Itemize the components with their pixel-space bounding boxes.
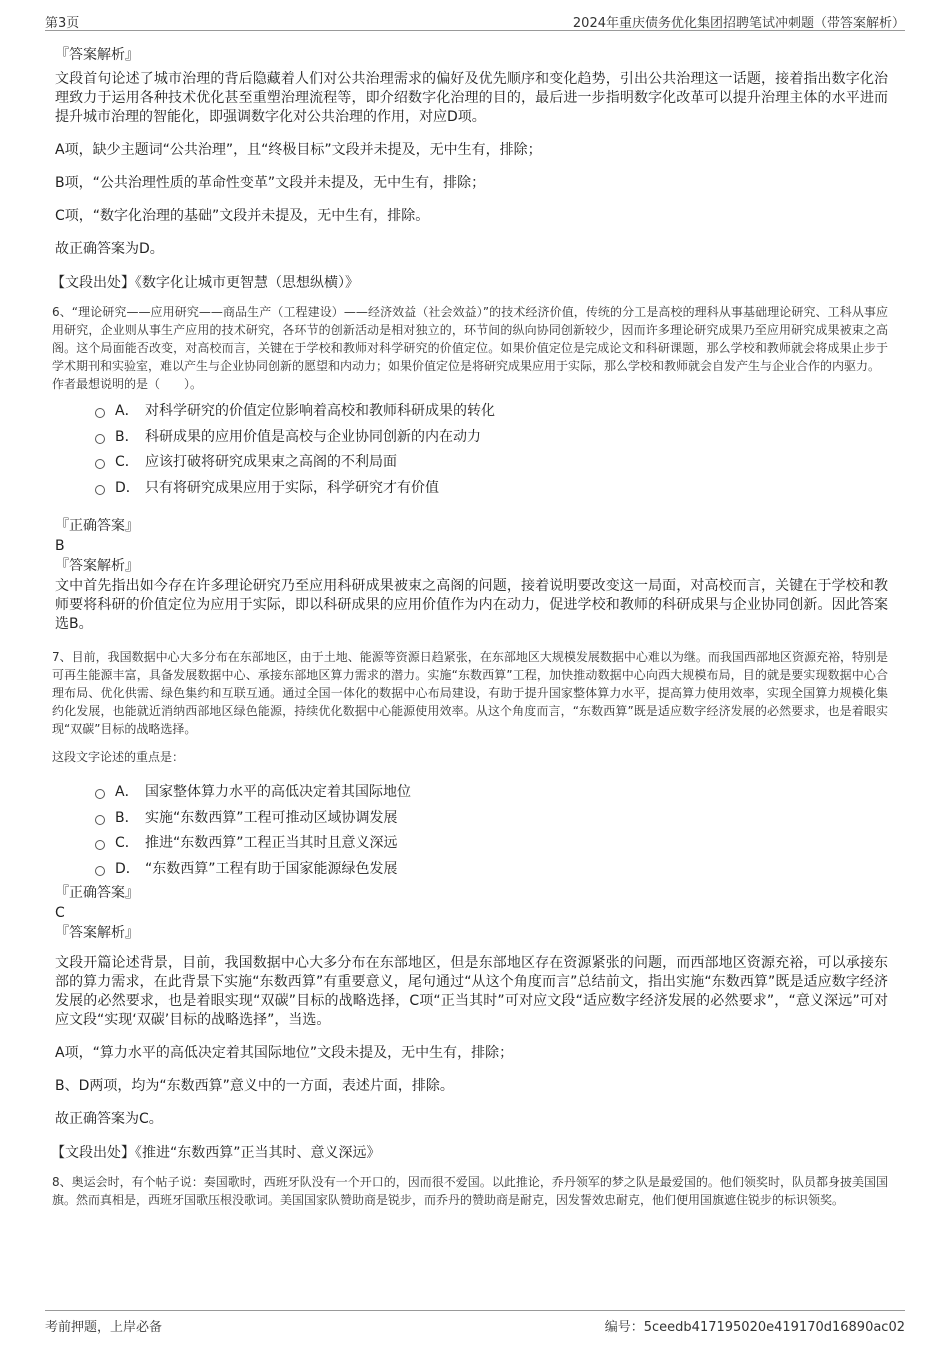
q6-option-d[interactable] [95,476,888,502]
option-letter: C． [115,454,139,470]
q7-option-c[interactable] [95,831,888,857]
q5-option-c-note: C项，“数字化治理的基础”文段并未提及，无中生有，排除。 [55,208,430,224]
q5-source: 【文段出处】《数字化让城市更智慧（思想纵横）》 [51,275,359,291]
q7-answer-label: 『正确答案』 [55,885,139,901]
q6-text: 6、“理论研究——应用研究——商品生产（工程建设）——经济效益（社会效益）”的技术经济价值，传统的分工是高校的理科从事基础理论研究、工科从事应用研究，企业则从事生产应用的技术研究，各环节的创新活动是相对独立的，环节间的纵向协同创新较少，因而许多理论研究成果乃至应用研究成果被束之高阁。这个局面能否改变，对高校而言，关键在于学校和教师对科学研究的价值定位。如果价值定位是完成论文和科研课题，那么学校和教师就会将成果止步于学术期刊和实验室，难以产生与企业协同创新的愿望和内动力；如果价值定位是将研究成果应用于实际，那么学校和教师就会自发产生与企业合作的内驱力。 [52,305,888,373]
q7-option-a-note: A项，“算力水平的高低决定着其国际地位”文段未提及，无中生有，排除； [55,1045,514,1061]
q7-conclusion: 故正确答案为C。 [55,1111,163,1127]
radio-icon[interactable] [95,485,105,495]
option-letter: B． [115,428,139,445]
option-text: 国家整体算力水平的高低决定着其国际地位 [145,784,411,800]
q6-prompt: 作者最想说明的是（ ）。 [52,377,203,391]
q6-answer: B [55,538,65,554]
option-letter: A． [115,784,139,800]
q7-analysis-label: 『答案解析』 [55,925,139,941]
q5-analysis-label: 『答案解析』 [55,47,139,63]
footer-slogan: 考前押题，上岸必备 [45,1320,163,1335]
radio-icon[interactable] [95,459,105,469]
option-text: 推进“东数西算”工程正当其时且意义深远 [145,835,398,851]
page-number: 第3页 [45,16,80,31]
radio-icon[interactable] [95,789,105,799]
option-letter: D． [115,860,140,877]
q6-analysis-label: 『答案解析』 [55,558,139,574]
q7-option-bd-note: B、D两项，均为“东数西算”意义中的一方面，表述片面，排除。 [55,1078,454,1094]
q7-option-b[interactable] [95,806,888,832]
q7-analysis: 文段开篇论述背景，目前，我国数据中心大多分布在东部地区，但是东部地区存在资源紧张的问题，而西部地区资源充裕，可以承接东部的算力需求，在此背景下实施“东数西算”有重要意义，尾句通过“从这个角度而言”总结前文，指出实施“东数西算”既是适应数字经济发展的必然要求，也是着眼实现“双碳”目标的战略选择，C项“正当其时”可对应文段“适应数字经济发展的必然要求”，“意义深远”可对应文段“实现‘双碳’目标的战略选择”，当选。 [55,955,888,1028]
option-letter: D． [115,479,140,496]
option-letter: B． [115,809,139,826]
option-text: 实施“东数西算”工程可推动区域协调发展 [145,809,398,826]
q6-analysis: 文中首先指出如今存在许多理论研究乃至应用科研成果被束之高阁的问题，接着说明要改变这一局面，对高校而言，关键在于学校和教师要将科研的价值定位为应用于实际，即以科研成果的应用价值作为内在动力，促进学校和教师的科研成果与企业协同创新。因此答案选B。 [55,578,888,632]
q8-text: 8、奥运会时，有个帖子说：奏国歌时，西班牙队没有一个开口的，因而很不爱国。以此推论，乔丹领军的梦之队是最爱国的。他们领奖时，队员都身披美国国旗。然而真相是，西班牙国歌压根没歌词。美国国家队赞助商是锐步，而乔丹的赞助商是耐克，因发誓效忠耐克，他们便用国旗遮住锐步的标识领奖。 [52,1175,888,1207]
option-text: “东数西算”工程有助于国家能源绿色发展 [145,860,398,877]
option-text: 科研成果的应用价值是高校与企业协同创新的内在动力 [145,428,481,445]
footer-code: 编号：5ceedb417195020e419170d16890ac02 [604,1320,905,1335]
page-content [51,44,888,1209]
q7-text: 7、目前，我国数据中心大多分布在东部地区，由于土地、能源等资源日趋紧张，在东部地区大规模发展数据中心难以为继。而我国西部地区资源充裕，特别是可再生能源丰富，具备发展数据中心、承接东部地区算力需求的潜力。实施“东数西算”工程，加快推动数据中心向西大规模布局，目的就是要实现数据中心合理布局、优化供需、绿色集约和互联互通。通过全国一体化的数据中心布局建设，有助于提升国家整体算力水平，提高算力使用效率，实现全国算力规模化集约化发展，也能就近消纳西部地区绿色能源，持续优化数据中心能源使用效率。从这个角度而言，“东数西算”既是适应数字经济发展的必然要求，也是着眼实现“双碳”目标的战略选择。 [52,650,888,736]
q6-answer-label: 『正确答案』 [55,518,139,534]
option-text: 只有将研究成果应用于实际，科学研究才有价值 [145,479,439,496]
q6-option-b[interactable] [95,425,888,451]
radio-icon[interactable] [95,866,105,876]
option-text: 应该打破将研究成果束之高阁的不利局面 [145,454,397,470]
option-letter: A． [115,403,139,419]
radio-icon[interactable] [95,840,105,850]
radio-icon[interactable] [95,815,105,825]
q7-option-d[interactable] [95,857,888,883]
q7-options [95,780,888,882]
option-letter: C． [115,835,139,851]
q7-answer: C [55,905,65,921]
document-title: 2024年重庆债务优化集团招聘笔试冲刺题（带答案解析） [572,16,905,31]
q5-conclusion: 故正确答案为D。 [55,241,164,257]
q6-option-a[interactable] [95,399,888,425]
q5-option-a-note: A项，缺少主题词“公共治理”，且“终极目标”文段并未提及，无中生有，排除； [55,142,542,158]
page-header [45,8,905,31]
q6-options [95,399,888,501]
radio-icon[interactable] [95,434,105,444]
q7-prompt: 这段文字论述的重点是： [52,750,185,764]
option-text: 对科学研究的价值定位影响着高校和教师科研成果的转化 [145,403,495,419]
q5-analysis: 文段首句论述了城市治理的背后隐藏着人们对公共治理需求的偏好及优先顺序和变化趋势，引出公共治理这一话题，接着指出数字化治理致力于运用各种技术优化甚至重塑治理流程等，即介绍数字化治理的目的，最后进一步指明数字化改革可以提升治理主体的水平进而提升城市治理的智能化，即强调数字化对公共治理的作用，对应D项。 [55,71,888,125]
page-footer [45,1310,905,1335]
q5-option-b-note: B项，“公共治理性质的革命性变革”文段并未提及，无中生有，排除； [55,175,486,191]
q7-option-a[interactable] [95,780,888,806]
radio-icon[interactable] [95,408,105,418]
q7-source: 【文段出处】《推进“东数西算”正当其时、意义深远》 [51,1145,381,1161]
q6-option-c[interactable] [95,450,888,476]
